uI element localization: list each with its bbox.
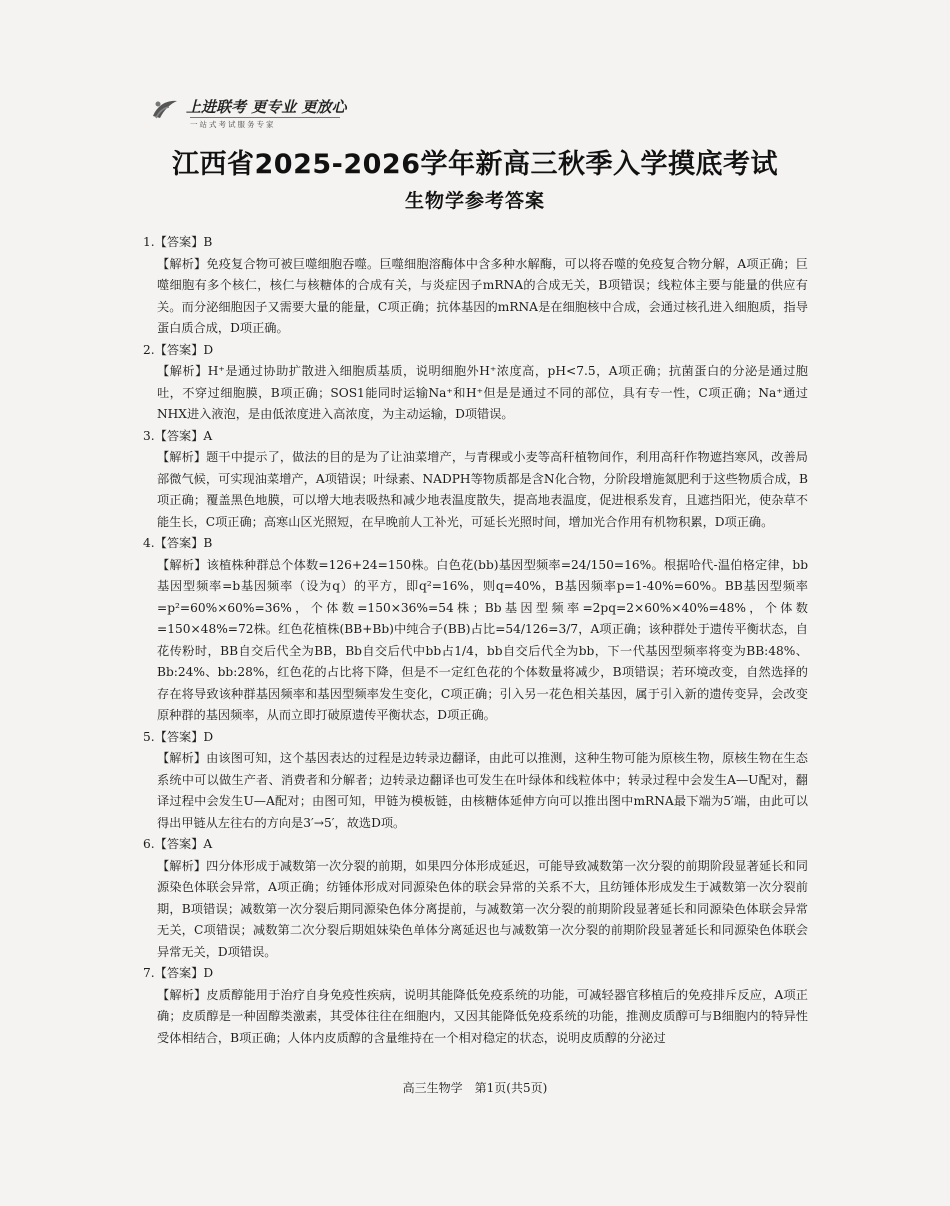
- logo: [150, 92, 350, 132]
- question-item: [143, 963, 808, 1049]
- explanation: 【解析】由该图可知，这个基因表达的过程是边转录边翻译，由此可以推测，这种生物可能为原核生物，原核生物在生态系统中可以做生产者、消费者和分解者；边转录边翻译也可发生在叶绿体和线粒体中；转录过程中会发生A—U配对，翻译过程中会发生U—A配对；由图可知，甲链为模板链，由核糖体延伸方向可以推出图中mRNA最下端为5′端，由此可以得出甲链从左往右的方向是3′→5′，故选D项。: [157, 751, 808, 830]
- question-item: [143, 232, 808, 340]
- answer-line: 6.【答案】A: [143, 837, 213, 851]
- logo-sub-slogan: 一站式考试服务专家: [190, 117, 340, 130]
- explanation: 【解析】皮质醇能用于治疗自身免疫性疾病，说明其能降低免疫系统的功能，可减轻器官移植后的免疫排斥反应，A项正确；皮质醇是一种固醇类激素，其受体往往在细胞内，又因其能降低免疫系统的功能，推测皮质醇可与B细胞内的特异性受体相结合，B项正确；人体内皮质醇的含量维持在一个相对稳定的状态，说明皮质醇的分泌过: [157, 987, 808, 1045]
- logo-mark-icon: [150, 96, 180, 122]
- answer-line: 1.【答案】B: [143, 235, 213, 249]
- page-subtitle: 生物学参考答案: [404, 190, 545, 212]
- explanation: 【解析】四分体形成于减数第一次分裂的前期，如果四分体形成延迟，可能导致减数第一次分裂的前期阶段显著延长和同源染色体联会异常，A项正确；纺锤体形成对同源染色体的联会异常的关系不大，且纺锤体形成发生于减数第一次分裂前期，B项错误；减数第一次分裂后期同源染色体分离提前，与减数第一次分裂的前期阶段显著延长和同源染色体联会异常无关，C项错误；减数第二次分裂后期姐妹染色单体分离延迟也与减数第一次分裂的前期阶段显著延长和同源染色体联会异常无关，D项错误。: [157, 858, 808, 959]
- explanation: 【解析】该植株种群总个体数=126+24=150株。白色花(bb)基因型频率=24/150=16%。根据哈代-温伯格定律，bb基因型频率=b基因频率（设为q）的平方，即q²=16%，则q=40%，B基因频率p=1-40%=60%。BB基因型频率=p²=60%×60%=36%，个体数=150×36%=54株；Bb基因型频率=2pq=2×60%×40%=48%，个体数=150×48%=72株。红色花植株(BB+Bb)中纯合子(BB)占比=54/126=3/7，A项正确；该种群处于遗传平衡状态，自花传粉时，BB自交后代全为BB，Bb自交后代中bb占1/4，bb自交后代全为bb，下一代基因型频率将变为BB:48%、Bb:24%、bb:28%，红色花的占比将下降，但是不一定红色花的个体数量将减少，B项错误；若环境改变，自然选择的存在将导致该种群基因频率和基因型频率发生变化，C项正确；引入另一花色相关基因，属于引入新的遗传变异，会改变原种群的基因频率，从而立即打破原遗传平衡状态，D项正确。: [157, 557, 808, 722]
- question-item: [143, 340, 808, 426]
- logo-slogan: 上进联考 更专业 更放心: [186, 98, 347, 116]
- explanation: 【解析】免疫复合物可被巨噬细胞吞噬。巨噬细胞溶酶体中含多种水解酶，可以将吞噬的免疫复合物分解，A项正确；巨噬细胞有多个核仁，核仁与核糖体的合成有关，与炎症因子mRNA的合成无关，B项错误；线粒体主要与能量的供应有关。而分泌细胞因子又需要大量的能量，C项正确；抗体基因的mRNA是在细胞核中合成，会通过核孔进入细胞质，指导蛋白质合成，D项正确。: [157, 256, 808, 335]
- answer-line: 4.【答案】B: [143, 536, 213, 550]
- question-item: [143, 426, 808, 534]
- answer-list: [143, 232, 808, 1049]
- answer-line: 3.【答案】A: [143, 428, 213, 443]
- explanation: 【解析】题干中提示了，做法的目的是为了让油菜增产，与青稞或小麦等高秆植物间作，利用高秆作物遮挡寒风，改善局部微气候，可实现油菜增产，A项错误；叶绿素、NADPH等物质都是含N化合物，分阶段增施氮肥利于这些物质合成，B项正确；覆盖黑色地膜，可以增大地表吸热和减少地表温度散失，提高地表温度，促进根系发育，且遮挡阳光，使杂草不能生长，C项正确；高寒山区光照短，在早晚前人工补光，可延长光照时间，增加光合作用有机物积累，D项正确。: [157, 450, 808, 529]
- question-item: [143, 533, 808, 727]
- answer-line: 7.【答案】D: [143, 966, 214, 980]
- question-item: [143, 834, 808, 963]
- page-footer: 高三生物学 第1页(共5页): [402, 1081, 548, 1095]
- page-title: 江西省2025-2026学年新高三秋季入学摸底考试: [172, 149, 778, 180]
- question-item: [143, 727, 808, 835]
- answer-line: 5.【答案】D: [143, 729, 214, 744]
- answer-line: 2.【答案】D: [143, 342, 214, 357]
- explanation: 【解析】H⁺是通过协助扩散进入细胞质基质，说明细胞外H⁺浓度高，pH<7.5，A项正确；抗菌蛋白的分泌是通过胞吐，不穿过细胞膜，B项正确；SOS1能同时运输Na⁺和H⁺但是是通过不同的部位，具有专一性，C项正确；Na⁺通过NHX进入液泡，是由低浓度进入高浓度，为主动运输，D项错误。: [157, 364, 808, 421]
